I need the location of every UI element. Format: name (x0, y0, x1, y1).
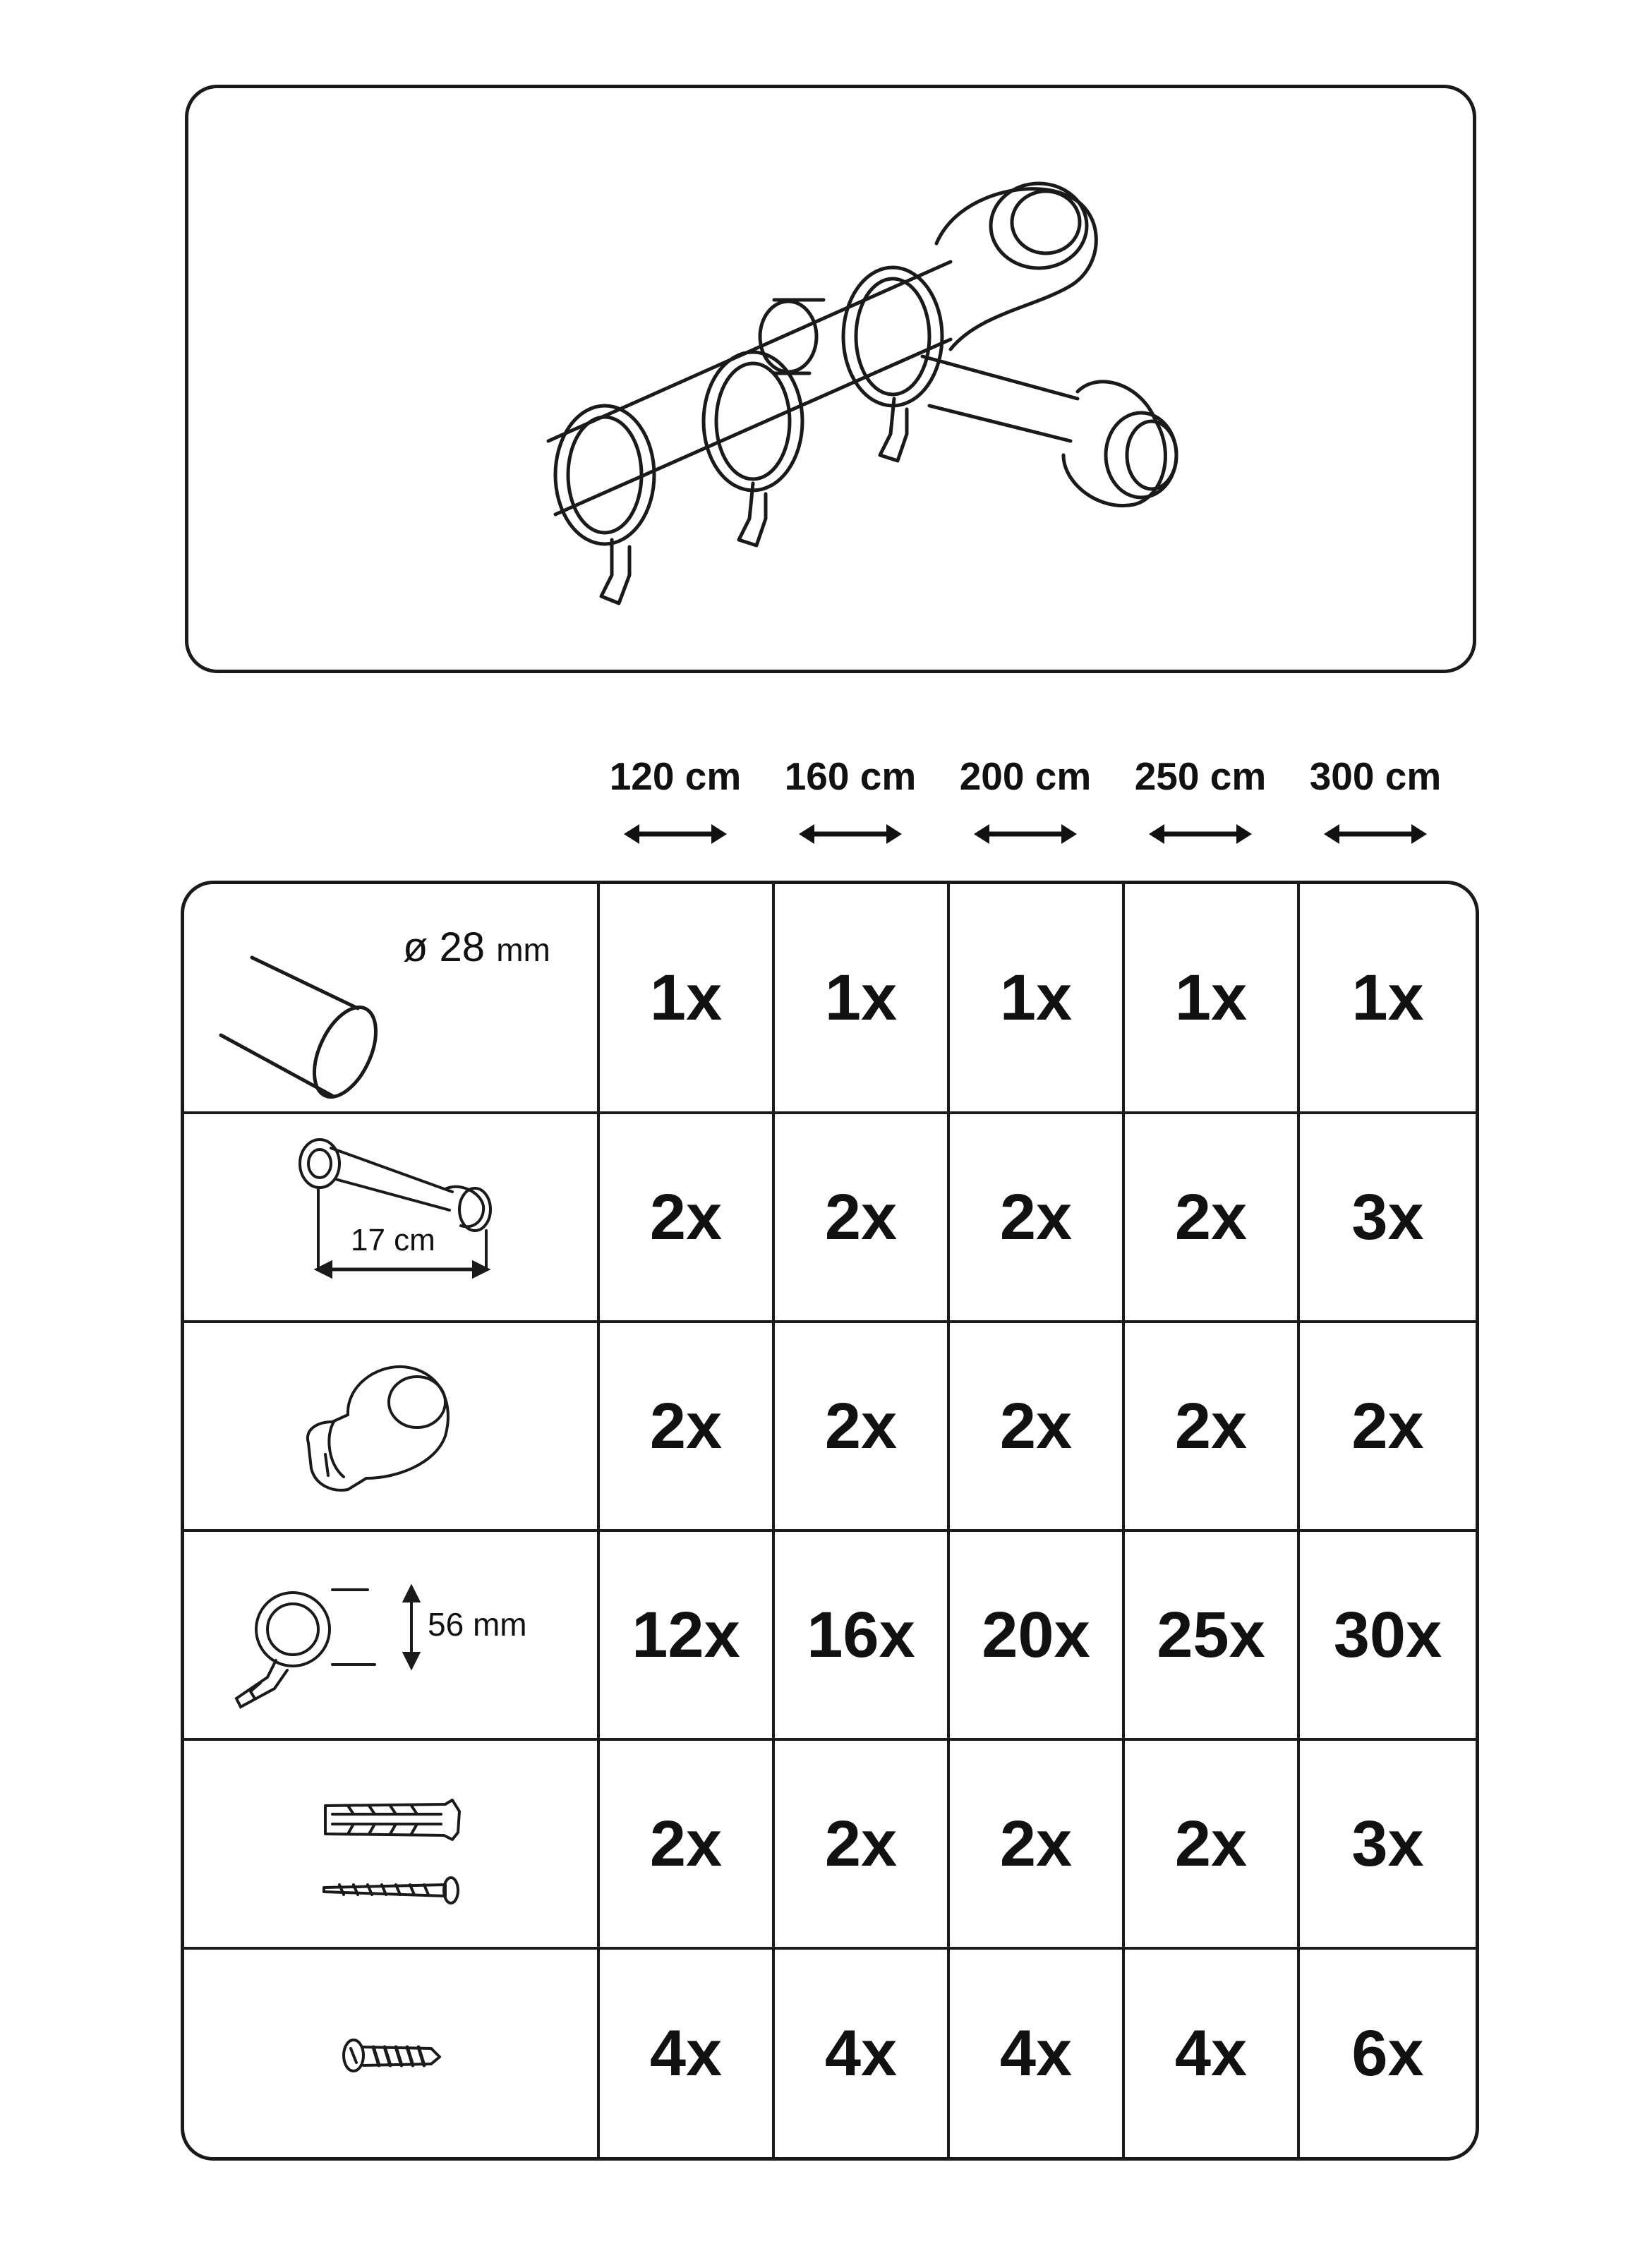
quantity-cell: 6x (1298, 1948, 1476, 2157)
length-250-label: 250 cm (1134, 754, 1267, 798)
table-row (184, 1531, 1476, 1739)
double-arrow-icon (763, 820, 938, 848)
quantity-cell: 2x (1123, 1322, 1298, 1531)
quantity-cell: 2x (773, 1113, 948, 1322)
quantity-cell: 2x (948, 1739, 1123, 1948)
wall-bracket-icon (184, 1114, 598, 1323)
table-row (184, 1322, 1476, 1531)
quantity-cell: 1x (1298, 884, 1476, 1113)
end-finial-icon (184, 1323, 598, 1532)
parts-quantity-table (181, 881, 1479, 2161)
table-row (184, 1113, 1476, 1322)
part-cell (184, 1948, 598, 2157)
quantity-cell: 2x (598, 1739, 773, 1948)
quantity-cell: 16x (773, 1531, 948, 1739)
length-300-label: 300 cm (1309, 754, 1442, 798)
quantity-cell: 20x (948, 1531, 1123, 1739)
quantity-cell: 3x (1298, 1739, 1476, 1948)
table-row (184, 1948, 1476, 2157)
quantity-cell: 1x (948, 884, 1123, 1113)
curtain-rod-with-rings-icon (188, 88, 1480, 677)
quantity-cell: 4x (1123, 1948, 1298, 2157)
double-arrow-icon (1288, 820, 1463, 848)
part-cell (184, 1739, 598, 1948)
quantity-cell: 1x (773, 884, 948, 1113)
wall-plug-and-screw-icon (184, 1741, 598, 1950)
quantity-cell: 12x (598, 1531, 773, 1739)
quantity-cell: 2x (598, 1113, 773, 1322)
product-illustration-panel (185, 85, 1476, 673)
double-arrow-icon (1113, 820, 1288, 848)
set-screw-icon (184, 1950, 598, 2159)
part-cell (184, 1531, 598, 1739)
rod-diameter-label: ø 28 mm (403, 924, 550, 970)
rod-tube-icon (184, 884, 598, 1113)
part-cell (184, 1322, 598, 1531)
length-120-label: 120 cm (609, 754, 742, 798)
quantity-cell: 4x (773, 1948, 948, 2157)
quantity-cell: 3x (1298, 1113, 1476, 1322)
curtain-ring-icon (184, 1532, 598, 1741)
table-row (184, 1739, 1476, 1948)
quantity-cell: 2x (773, 1322, 948, 1531)
ring-diameter-label: 56 mm (428, 1606, 527, 1643)
length-160-label: 160 cm (784, 754, 917, 798)
quantity-cell: 4x (948, 1948, 1123, 2157)
double-arrow-icon (588, 820, 763, 848)
quantity-cell: 2x (948, 1322, 1123, 1531)
quantity-cell: 2x (1123, 1113, 1298, 1322)
table-row (184, 884, 1476, 1113)
bracket-length-label: 17 cm (351, 1223, 435, 1257)
double-arrow-icon (938, 820, 1113, 848)
quantity-cell: 2x (773, 1739, 948, 1948)
quantity-cell: 4x (598, 1948, 773, 2157)
quantity-cell: 2x (598, 1322, 773, 1531)
quantity-cell: 1x (598, 884, 773, 1113)
quantity-cell: 2x (1298, 1322, 1476, 1531)
length-200-label: 200 cm (959, 754, 1092, 798)
quantity-cell: 30x (1298, 1531, 1476, 1739)
quantity-cell: 2x (948, 1113, 1123, 1322)
quantity-cell: 1x (1123, 884, 1298, 1113)
quantity-cell: 2x (1123, 1739, 1298, 1948)
part-cell (184, 1113, 598, 1322)
part-cell (184, 884, 598, 1113)
quantity-cell: 25x (1123, 1531, 1298, 1739)
